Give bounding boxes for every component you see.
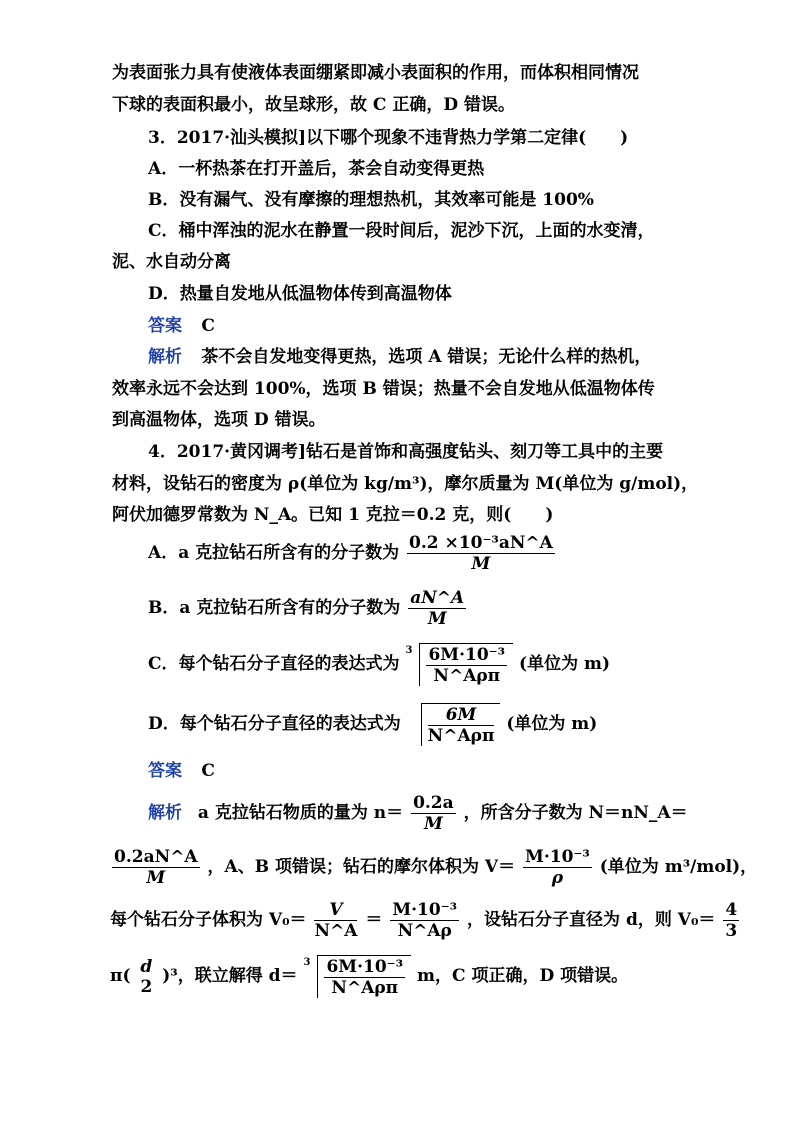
denominator: M	[471, 554, 491, 574]
denominator: ρ	[551, 868, 564, 888]
question-3-option-c-cont: 泥、水自动分离	[112, 252, 231, 272]
question-3-option-b: B．没有漏气、没有摩擦的理想热机，其效率可能是 100%	[148, 190, 594, 210]
denominator: N^Aρπ	[331, 978, 399, 998]
numerator: 6M·10⁻³	[326, 957, 404, 977]
denominator: N^Aρπ	[433, 666, 501, 686]
cube-root	[405, 643, 513, 686]
fraction	[112, 847, 200, 888]
denominator: M	[427, 609, 447, 629]
analysis-text: π(	[110, 966, 131, 986]
numerator: V	[314, 900, 357, 921]
denominator: 2	[140, 976, 153, 997]
fraction	[428, 705, 495, 746]
fraction	[523, 847, 592, 888]
option-text: D．每个钻石分子直径的表达式为	[148, 714, 401, 734]
denominator: N^A	[314, 921, 358, 941]
fraction	[138, 957, 154, 997]
analysis-text: ，设钻石分子直径为 d，则 V₀＝	[467, 910, 716, 930]
question-3-option-c: C．桶中浑浊的泥水在静置一段时间后，泥沙下沉，上面的水变清，	[148, 221, 655, 241]
fraction	[426, 645, 507, 686]
question-3-answer	[148, 315, 215, 337]
question-4-stem: 阿伏加德罗常数为 N_A。已知 1 克拉＝0.2 克，则( )	[112, 505, 554, 525]
denominator: 3	[725, 921, 738, 941]
numerator: 0.2a	[413, 793, 454, 813]
denominator: N^Aρπ	[427, 726, 495, 746]
analysis-text: ，所含分子数为 N＝nN_A＝	[463, 803, 688, 823]
numerator: 4	[725, 900, 738, 920]
fraction	[324, 957, 405, 998]
question-3-stem: 3．2017·汕头模拟]以下哪个现象不违背热力学第二定律( )	[148, 128, 629, 148]
analysis-text: )³，联立解得 d＝	[162, 966, 298, 986]
analysis-text: ，A、B 项错误；钻石的摩尔体积为 V＝	[207, 857, 516, 877]
analysis-line-4	[110, 955, 628, 998]
answer-label: 答案	[148, 761, 182, 781]
fraction	[390, 900, 459, 941]
analysis-line-1	[148, 793, 688, 834]
fraction	[407, 533, 555, 574]
denominator: N^Aρ	[397, 921, 452, 941]
numerator: 0.2 ×10⁻³aN^A	[409, 533, 553, 553]
text-line: 为表面张力具有使液体表面绷紧即减小表面积的作用，而体积相同情况	[112, 63, 639, 83]
analysis-label: 解析	[148, 803, 182, 823]
analysis-text: (单位为 m³/mol)，	[599, 857, 758, 877]
question-4-option-c	[148, 643, 610, 686]
option-text: A．a 克拉钻石所含有的分子数为	[148, 543, 400, 563]
square-root	[407, 703, 501, 746]
analysis-text: 到高温物体，选项 D 错误。	[112, 410, 326, 430]
question-4-stem: 4．2017·黄冈调考]钻石是首饰和高强度钻头、刻刀等工具中的主要	[148, 442, 664, 462]
numerator: 6M·10⁻³	[428, 645, 506, 665]
question-3-option-a: A．一杯热茶在打开盖后，茶会自动变得更热	[148, 159, 485, 179]
question-4-option-b	[148, 588, 468, 629]
analysis-label: 解析	[148, 347, 182, 367]
fraction	[723, 900, 739, 941]
analysis-line-3: 每个钻石分子体积为 V₀＝ $\frac{V}{N\^{}A}$ ＝ $\frac{\text{M·10⁻³}}{N\^{}A\rho}$ ，设钻石分子直径为 d，则 V₀＝ $\frac{4}{3}$	[110, 900, 738, 941]
question-4-option-a	[148, 533, 557, 574]
analysis-text: 茶不会自发地变得更热，选项 A 错误；无论什么样的热机，	[201, 347, 652, 367]
question-4-stem: 材料，设钻石的密度为 ρ(单位为 kg/m³)，摩尔质量为 M(单位为 g/mol)，	[112, 474, 699, 494]
numerator: 0.2aN^A	[114, 847, 198, 867]
root-index: 3	[405, 645, 413, 656]
numerator: M·10⁻³	[392, 900, 458, 920]
unit-text: (单位为 m)	[506, 714, 598, 734]
cube-root	[303, 955, 411, 998]
option-text: C．每个钻石分子直径的表达式为	[148, 654, 400, 674]
root-index: 3	[303, 957, 311, 968]
fraction	[411, 793, 456, 834]
fraction	[314, 900, 357, 941]
analysis-text: a 克拉钻石物质的量为 n＝	[197, 803, 404, 823]
unit-text: (单位为 m)	[519, 654, 611, 674]
answer-label: 答案	[148, 316, 182, 336]
option-text: B．a 克拉钻石所含有的分子数为	[148, 598, 401, 618]
analysis-line-2	[110, 847, 757, 888]
numerator: 6M	[428, 705, 495, 726]
numerator: d	[140, 956, 153, 977]
analysis-text: m，C 项正确，D 项错误。	[417, 966, 629, 986]
analysis-text: 效率永远不会达到 100%，选项 B 错误；热量不会自发地从低温物体传	[112, 379, 655, 399]
denominator: M	[146, 868, 166, 888]
answer-value: C	[201, 761, 215, 781]
text-line: 下球的表面积最小，故呈球形，故 C 正确，D 错误。	[112, 95, 516, 115]
numerator: M·10⁻³	[525, 847, 590, 867]
answer-value: C	[201, 316, 215, 336]
fraction	[408, 588, 466, 629]
numerator: aN^A	[410, 588, 465, 608]
question-4-answer	[148, 760, 215, 782]
question-3-analysis	[148, 346, 651, 368]
denominator: M	[423, 814, 443, 834]
question-3-option-d: D．热量自发地从低温物体传到高温物体	[148, 284, 452, 304]
analysis-text: 每个钻石分子体积为 V₀＝	[110, 910, 307, 930]
question-4-option-d	[148, 703, 597, 746]
